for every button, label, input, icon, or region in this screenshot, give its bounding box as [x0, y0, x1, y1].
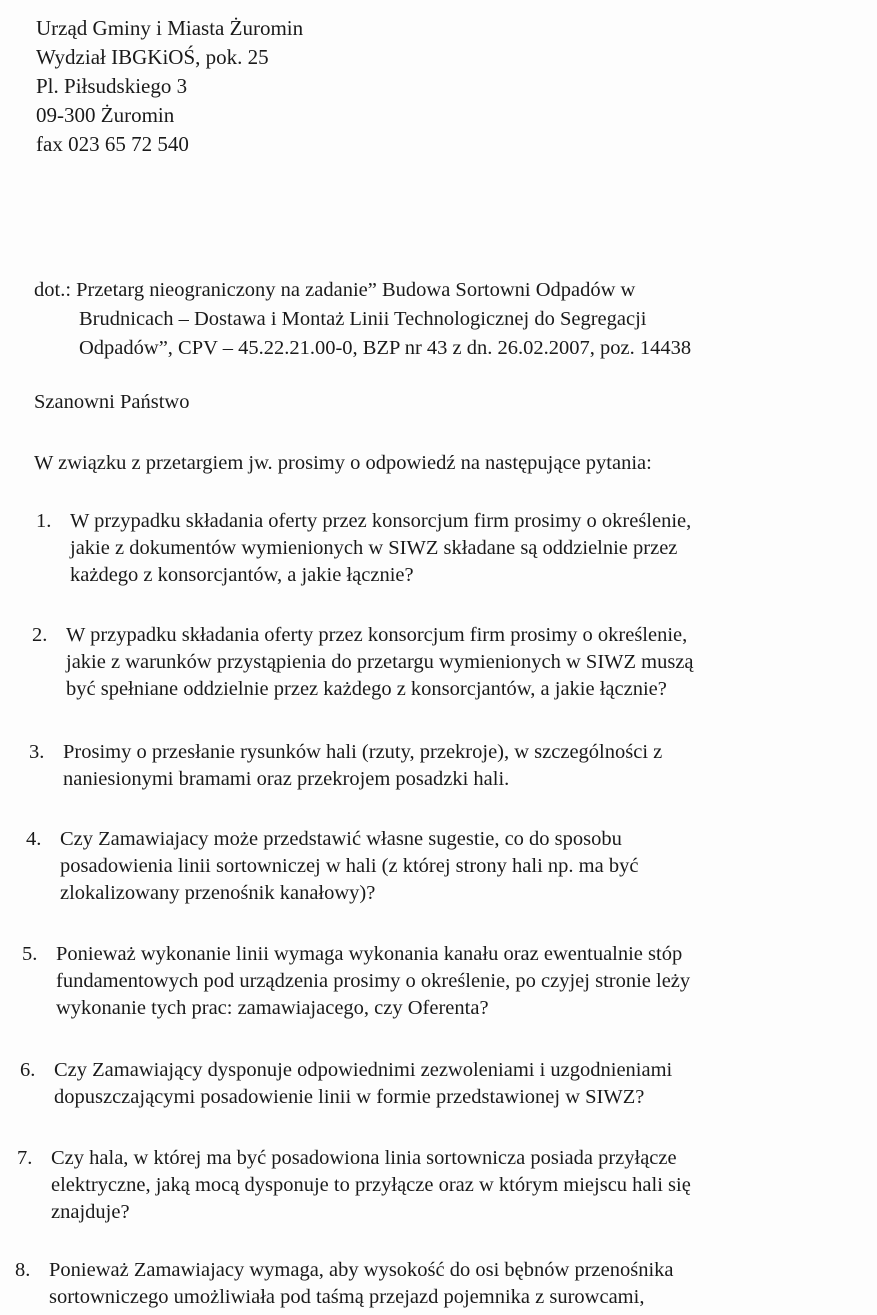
question-text — [49, 1257, 674, 1311]
question-number: 5. — [22, 943, 38, 965]
question-text — [66, 622, 694, 703]
question-line: W przypadku składania oferty przez konsorcjum firm prosimy o określenie, — [70, 510, 692, 532]
question-line: W przypadku składania oferty przez konsorcjum firm prosimy o określenie, — [66, 624, 688, 646]
question-1 — [36, 508, 691, 589]
intro-paragraph: W związku z przetargiem jw. prosimy o odpowiedź na następujące pytania: — [34, 452, 652, 474]
subject-line-1: dot.: Przetarg nieograniczony na zadanie” Budowa Sortowni Odpadów w — [34, 279, 636, 301]
question-number: 8. — [15, 1259, 31, 1281]
question-5 — [22, 941, 690, 1022]
address-line-3: Pl. Piłsudskiego 3 — [36, 74, 188, 98]
question-7 — [17, 1145, 691, 1226]
address-line-4: 09-300 Żuromin — [36, 103, 175, 127]
address-line-2: Wydział IBGKiOŚ, pok. 25 — [36, 45, 269, 69]
question-line: znajduje? — [51, 1201, 130, 1223]
question-line: sortowniczego umożliwiała pod taśmą przejazd pojemnika z surowcami, — [49, 1286, 645, 1308]
question-line: Czy Zamawiający dysponuje odpowiednimi zezwoleniami i uzgodnieniami — [54, 1059, 673, 1081]
question-2 — [32, 622, 694, 703]
question-line: jakie z dokumentów wymienionych w SIWZ składane są oddzielnie przez — [70, 537, 678, 559]
question-text — [60, 826, 638, 907]
question-number: 3. — [29, 741, 45, 763]
address-line-1: Urząd Gminy i Miasta Żuromin — [36, 16, 304, 40]
greeting: Szanowni Państwo — [34, 391, 190, 413]
question-number: 4. — [26, 828, 42, 850]
question-line: dopuszczającymi posadowienie linii w formie przedstawionej w SIWZ? — [54, 1086, 645, 1108]
question-8 — [15, 1257, 674, 1311]
recipient-address — [36, 14, 303, 159]
question-number: 7. — [17, 1147, 33, 1169]
question-number: 1. — [36, 510, 52, 532]
question-line: elektryczne, jaką mocą dysponuje to przyłącze oraz w którym miejscu hali się — [51, 1174, 691, 1196]
question-line: jakie z warunków przystąpienia do przetargu wymienionych w SIWZ muszą — [66, 651, 694, 673]
question-line: naniesionymi bramami oraz przekrojem posadzki hali. — [63, 768, 510, 790]
question-line: fundamentowych pod urządzenia prosimy o określenie, po czyjej stronie leży — [56, 970, 691, 992]
subject-line-2: Brudnicach – Dostawa i Montaż Linii Technologicznej do Segregacji — [79, 308, 647, 330]
question-line: Prosimy o przesłanie rysunków hali (rzuty, przekroje), w szczególności z — [63, 741, 663, 763]
question-6 — [20, 1057, 672, 1111]
question-line: każdego z konsorcjantów, a jakie łącznie? — [70, 564, 414, 586]
address-line-5: fax 023 65 72 540 — [36, 132, 189, 156]
question-text — [63, 739, 662, 793]
question-3 — [29, 739, 662, 793]
question-line: być spełniane oddzielnie przez każdego z konsorcjantów, a jakie łącznie? — [66, 678, 667, 700]
question-line: posadowienia linii sortowniczej w hali (z której strony hali np. ma być — [60, 855, 639, 877]
question-number: 6. — [20, 1059, 36, 1081]
subject-line-3: Odpadów”, CPV – 45.22.21.00-0, BZP nr 43 z dn. 26.02.2007, poz. 14438 — [79, 337, 692, 359]
question-text — [70, 508, 691, 589]
question-text — [51, 1145, 691, 1226]
subject-block — [34, 276, 834, 363]
question-line: zlokalizowany przenośnik kanałowy)? — [60, 882, 376, 904]
question-line: wykonanie tych prac: zamawiajacego, czy Oferenta? — [56, 997, 489, 1019]
question-line: Ponieważ Zamawiajacy wymaga, aby wysokość do osi bębnów przenośnika — [49, 1259, 674, 1281]
question-text — [54, 1057, 672, 1111]
question-text — [56, 941, 690, 1022]
question-number: 2. — [32, 624, 48, 646]
question-4 — [26, 826, 638, 907]
question-line: Ponieważ wykonanie linii wymaga wykonania kanału oraz ewentualnie stóp — [56, 943, 683, 965]
question-line: Czy Zamawiajacy może przedstawić własne sugestie, co do sposobu — [60, 828, 622, 850]
question-line: Czy hala, w której ma być posadowiona linia sortownicza posiada przyłącze — [51, 1147, 677, 1169]
